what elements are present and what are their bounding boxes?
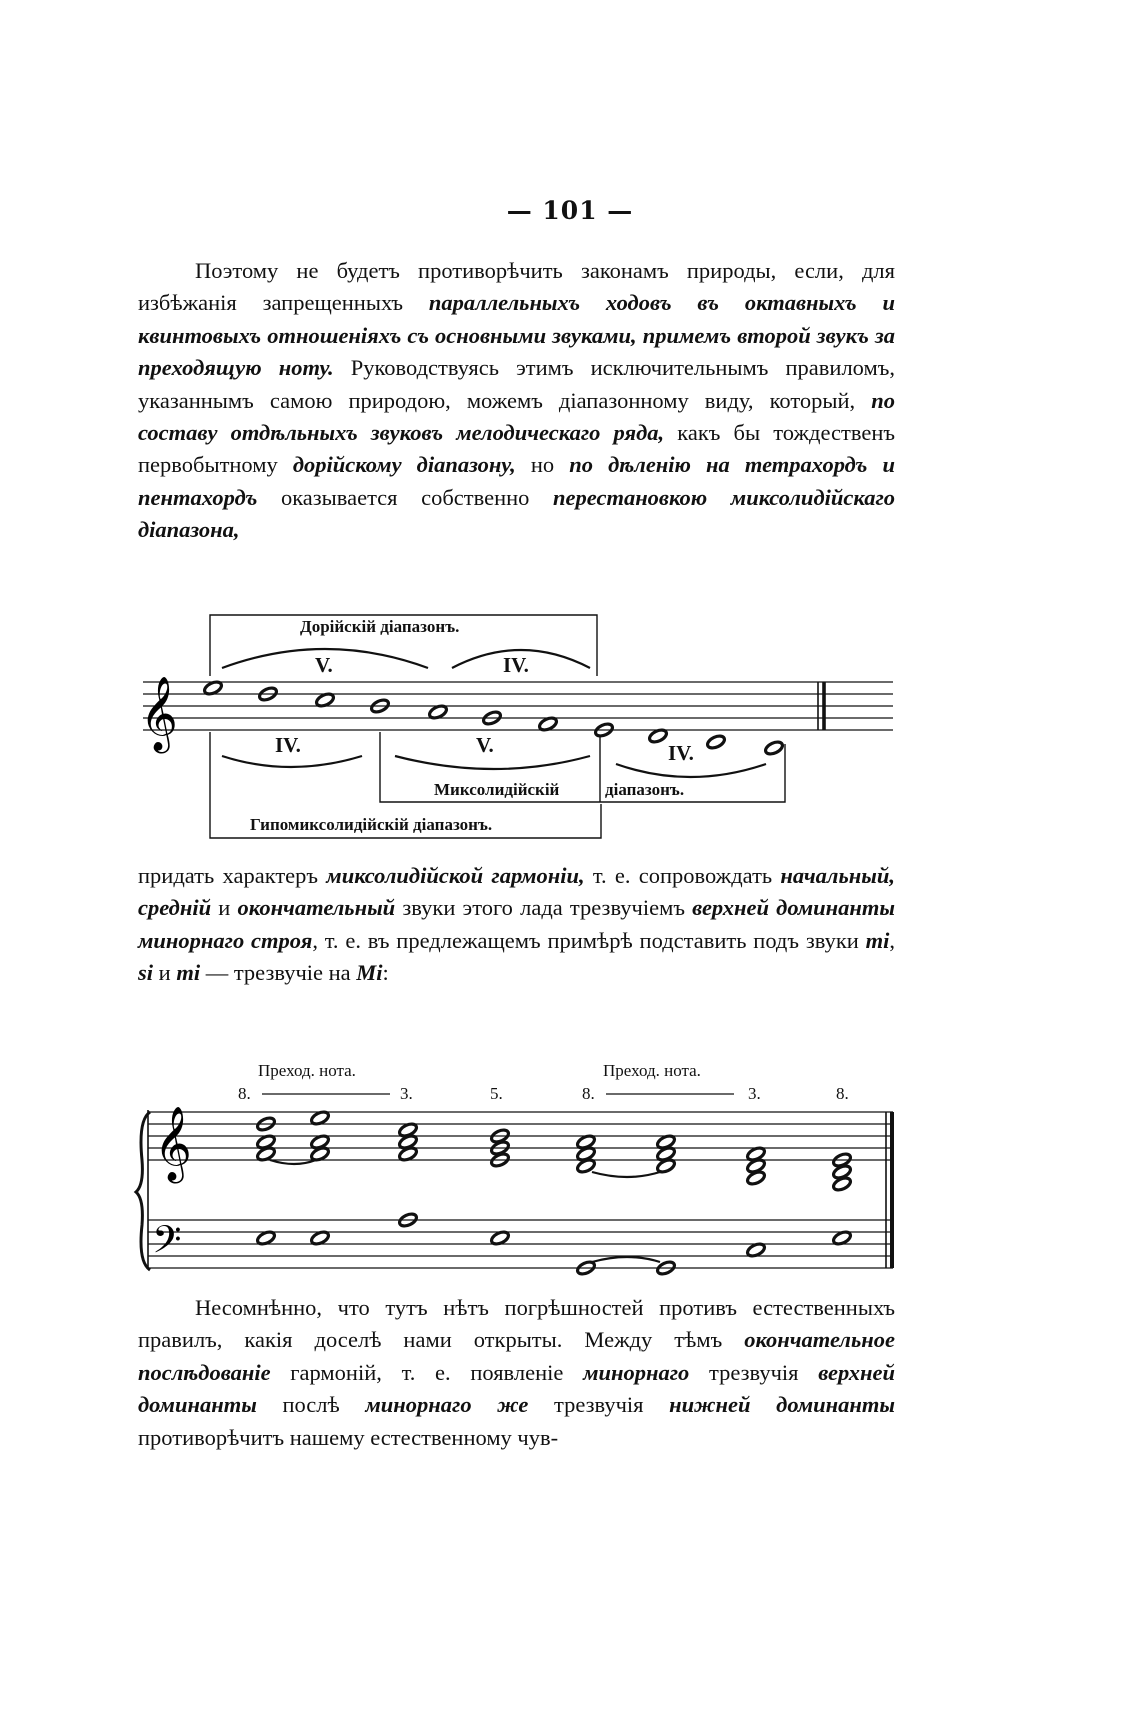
interval-5: 5.: [490, 1084, 503, 1103]
p2-text-5: , т. е. въ предлежащемъ примѣрѣ подставить подъ звуки: [312, 927, 866, 953]
p2-text-7: и: [153, 960, 177, 986]
p2-note-mi-1: mi: [865, 927, 890, 953]
interval-8-b: 8.: [582, 1084, 595, 1103]
interval-8-c: 8.: [836, 1084, 849, 1103]
p3-emph-5: нижней доминанты: [669, 1392, 895, 1418]
p1-text-5: оказывается собственно: [257, 484, 554, 510]
p2-text-1: придать характеръ: [138, 863, 327, 888]
mixolydian-label-2: діапазонъ.: [605, 780, 685, 799]
p2-text-3: и: [211, 895, 238, 921]
lower-iv-left-label: IV.: [275, 733, 301, 757]
dorian-v-label: V.: [315, 653, 333, 677]
lower-iv-right-label: IV.: [668, 741, 694, 765]
p2-note-mi-2: mi: [176, 960, 201, 986]
p2-text-9: :: [382, 960, 389, 986]
page-number: — 101 —: [506, 196, 634, 225]
p1-emph-3: дорійскому діапазону,: [292, 452, 516, 478]
interval-8-a: 8.: [238, 1084, 251, 1103]
treble-chords: [256, 1110, 853, 1193]
p1-text-4: но: [515, 452, 570, 478]
p3-emph-2: минорнаго: [583, 1359, 690, 1385]
p2-emph-3: окончательный: [237, 895, 396, 921]
p3-text-5: трезвучія: [528, 1392, 670, 1418]
treble-clef-icon-2: 𝄞: [154, 1107, 192, 1181]
bass-clef-icon: 𝄢: [152, 1217, 182, 1271]
p2-emph-1: миксолидійской гармоніи,: [326, 863, 585, 888]
dorian-iv-label: IV.: [503, 653, 529, 677]
p2-emph-2: начальный, средній: [138, 863, 895, 921]
mixolydian-label: Миксолидійскій: [434, 780, 560, 799]
p1-emph-5: перестановкою миксолидійскаго діапазона,: [138, 484, 896, 543]
p3-emph-3: верхней доминанты: [138, 1359, 896, 1418]
p2-note-mi-capital: Mi: [356, 960, 383, 986]
p2-text-2: т. е. сопровождать: [584, 863, 781, 888]
p2-text-8: — трезвучіе на: [200, 960, 357, 986]
paragraph-3: [138, 1292, 895, 1454]
p2-note-si: si: [138, 960, 154, 986]
p2-text-4: звуки этого лада трезвучіемъ: [395, 895, 693, 921]
interval-3-b: 3.: [748, 1084, 761, 1103]
p1-text-1: Поэтому не будетъ противорѣчить законамъ природы, если, для избѣжанія запрещенныхъ: [138, 258, 895, 316]
p1-emph-2: по составу отдѣльныхъ звуковъ мелодическаго ряда,: [138, 387, 895, 446]
p1-text-2: Руководствуясь этимъ исключительнымъ правиломъ, указаннымъ самою природою, можемъ діапазонному виду, который,: [138, 355, 895, 413]
dorian-label: Дорійскій діапазонъ.: [300, 617, 460, 636]
p3-emph-4: минорнаго же: [365, 1392, 529, 1418]
p3-emph-1: окончательное послѣдованіе: [138, 1327, 895, 1385]
passing-note-right-label: Преход. нота.: [603, 1061, 701, 1080]
p1-text-3: какъ бы тождественъ первобытному: [138, 420, 895, 478]
p3-text-2: гармоній, т. е. появленіе: [270, 1359, 584, 1385]
treble-clef-icon: 𝄞: [140, 677, 178, 751]
lower-v-label: V.: [476, 733, 494, 757]
p3-text-6: противорѣчитъ нашему естественному чув-: [138, 1424, 559, 1450]
interval-3-a: 3.: [400, 1084, 413, 1103]
hypomixolydian-label: Гипомиксолидійскій діапазонъ.: [250, 815, 493, 834]
p2-text-6: ,: [889, 927, 896, 953]
p3-text-3: трезвучія: [689, 1359, 819, 1385]
passing-note-left-label: Преход. нота.: [258, 1061, 356, 1080]
p1-emph-4: по дѣленію на тетрахордъ и пентахордъ: [138, 452, 895, 510]
p1-emph-1: параллельныхъ ходовъ въ октавныхъ и квинтовыхъ отношеніяхъ съ основными звуками, примемъ второй звукъ за преходящую ноту.: [138, 290, 895, 381]
p2-emph-4: верхней доминанты минорнаго строя: [138, 895, 895, 953]
p3-text-4: послѣ: [256, 1392, 366, 1418]
p3-text-1: Несомнѣнно, что тутъ нѣтъ погрѣшностей противъ естественныхъ правилъ, какія доселѣ нами открыты. Между тѣмъ: [138, 1295, 895, 1353]
